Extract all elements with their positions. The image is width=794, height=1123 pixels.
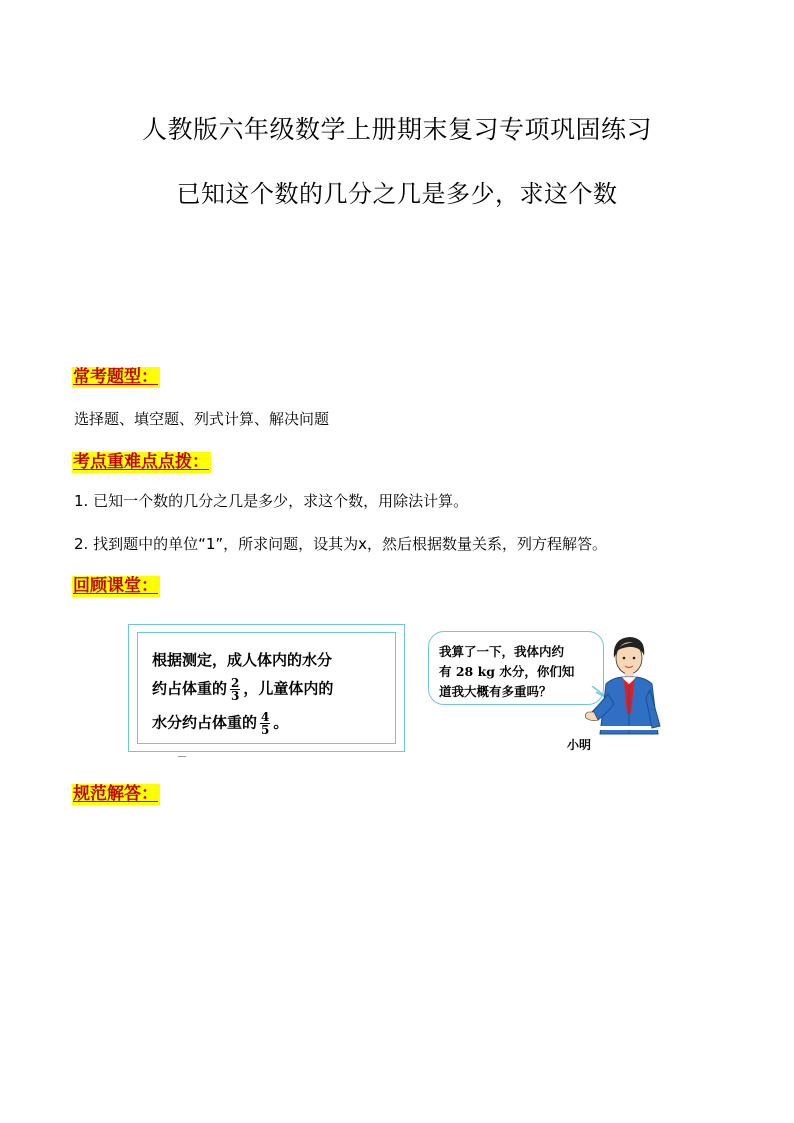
question-types-text: 选择题、填空题、列式计算、解决问题 — [74, 410, 330, 428]
bubble-line-2: 有 28 kg 水分，你们知 — [439, 664, 575, 679]
card-line-3 — [152, 711, 288, 736]
fraction-four-fifths — [260, 711, 270, 736]
speech-bubble — [428, 631, 604, 705]
page-title: 人教版六年级数学上册期末复习专项巩固练习 — [141, 115, 652, 144]
boy-illustration — [584, 634, 674, 746]
card-text: ，儿童体内的 — [243, 679, 334, 698]
problem-card — [128, 624, 405, 752]
key-point-item: 1. 已知一个数的几分之几是多少，求这个数，用除法计算。 — [74, 492, 469, 510]
fraction-two-thirds — [230, 677, 240, 702]
section-heading-review: 回顾课堂： — [73, 576, 158, 596]
key-point-item: 2. 找到题中的单位“1”，所求问题，设其为x，然后根据数量关系，列方程解答。 — [74, 535, 608, 553]
fraction-numerator: 4 — [261, 710, 270, 724]
section-heading-question-types: 常考题型： — [73, 367, 158, 387]
section-heading-key-points: 考点重难点点拨： — [73, 452, 209, 472]
fraction-denominator: 5 — [261, 723, 270, 737]
card-text: 水分约占体重的 — [152, 713, 258, 732]
page-subtitle: 已知这个数的几分之几是多少，求这个数 — [176, 180, 618, 208]
fraction-numerator: 2 — [231, 676, 240, 690]
card-line-1: 根据测定，成人体内的水分 — [152, 651, 333, 669]
section-heading-standard-answer: 规范解答： — [73, 784, 158, 804]
character-name-label: 小明 — [567, 738, 592, 752]
fraction-denominator: 3 — [231, 689, 240, 703]
problem-card-inner — [137, 632, 396, 744]
card-text: 。 — [273, 713, 289, 732]
small-mark — [178, 756, 186, 757]
card-line-2 — [152, 677, 333, 702]
card-text: 约占体重的 — [152, 679, 228, 698]
bubble-line-1: 我算了一下，我体内约 — [439, 644, 565, 659]
bubble-line-3: 道我大概有多重吗？ — [439, 684, 552, 699]
